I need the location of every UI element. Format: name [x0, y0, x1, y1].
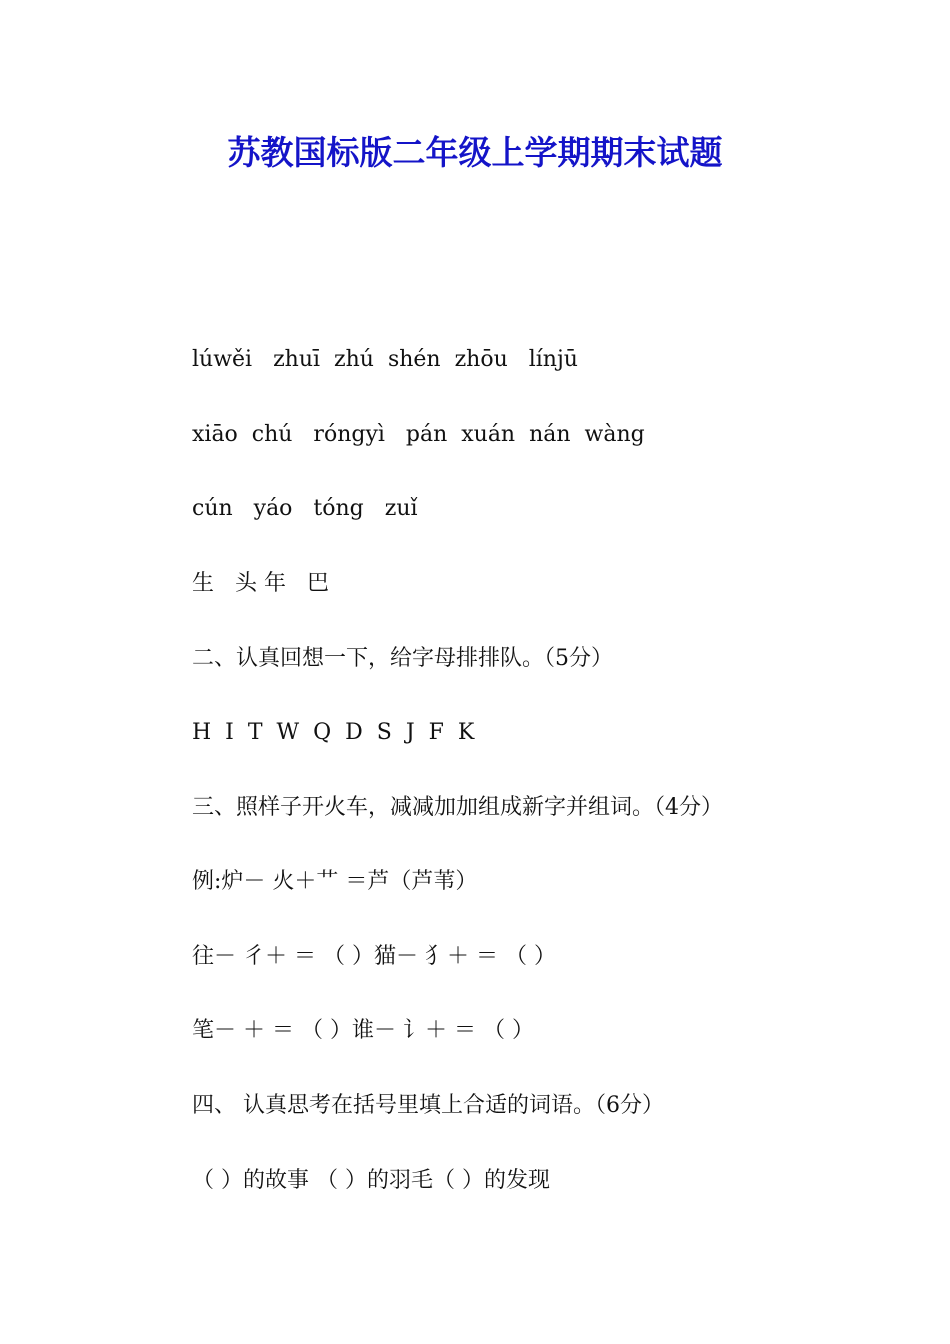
- exercise-line-2: 笔－ ＋ ＝ （ ）谁－ 讠＋ ＝ （ ）: [192, 1018, 534, 1043]
- section-four-heading: 四、 认真思考在括号里填上合适的词语。（6分）: [192, 1093, 664, 1118]
- characters-line: 生 头 年 巴: [192, 571, 329, 596]
- section-two-heading: 二、认真回想一下，给字母排排队。（5分）: [192, 646, 613, 671]
- pinyin-line-1: lúwěi zhuī zhú shén zhōu línjū: [192, 347, 578, 372]
- pinyin-line-2: xiāo chú róngyì pán xuán nán wàng: [192, 422, 645, 447]
- pinyin-line-3: cún yáo tóng zuǐ: [192, 496, 418, 521]
- section-three-heading: 三、照样子开火车，减减加加组成新字并组词。（4分）: [192, 795, 723, 820]
- example-line: 例:炉－ 火＋艹 ＝芦（芦苇）: [192, 869, 478, 894]
- fill-in-line: （ ）的故事 （ ）的羽毛（ ）的发现: [192, 1168, 550, 1193]
- exercise-line-1: 往－ 彳＋ ＝ （ ）猫－ 犭＋ ＝ （ ）: [192, 944, 556, 969]
- letters-line: H I T W Q D S J F K: [192, 720, 475, 745]
- document-title: 苏教国标版二年级上学期期末试题: [227, 133, 723, 172]
